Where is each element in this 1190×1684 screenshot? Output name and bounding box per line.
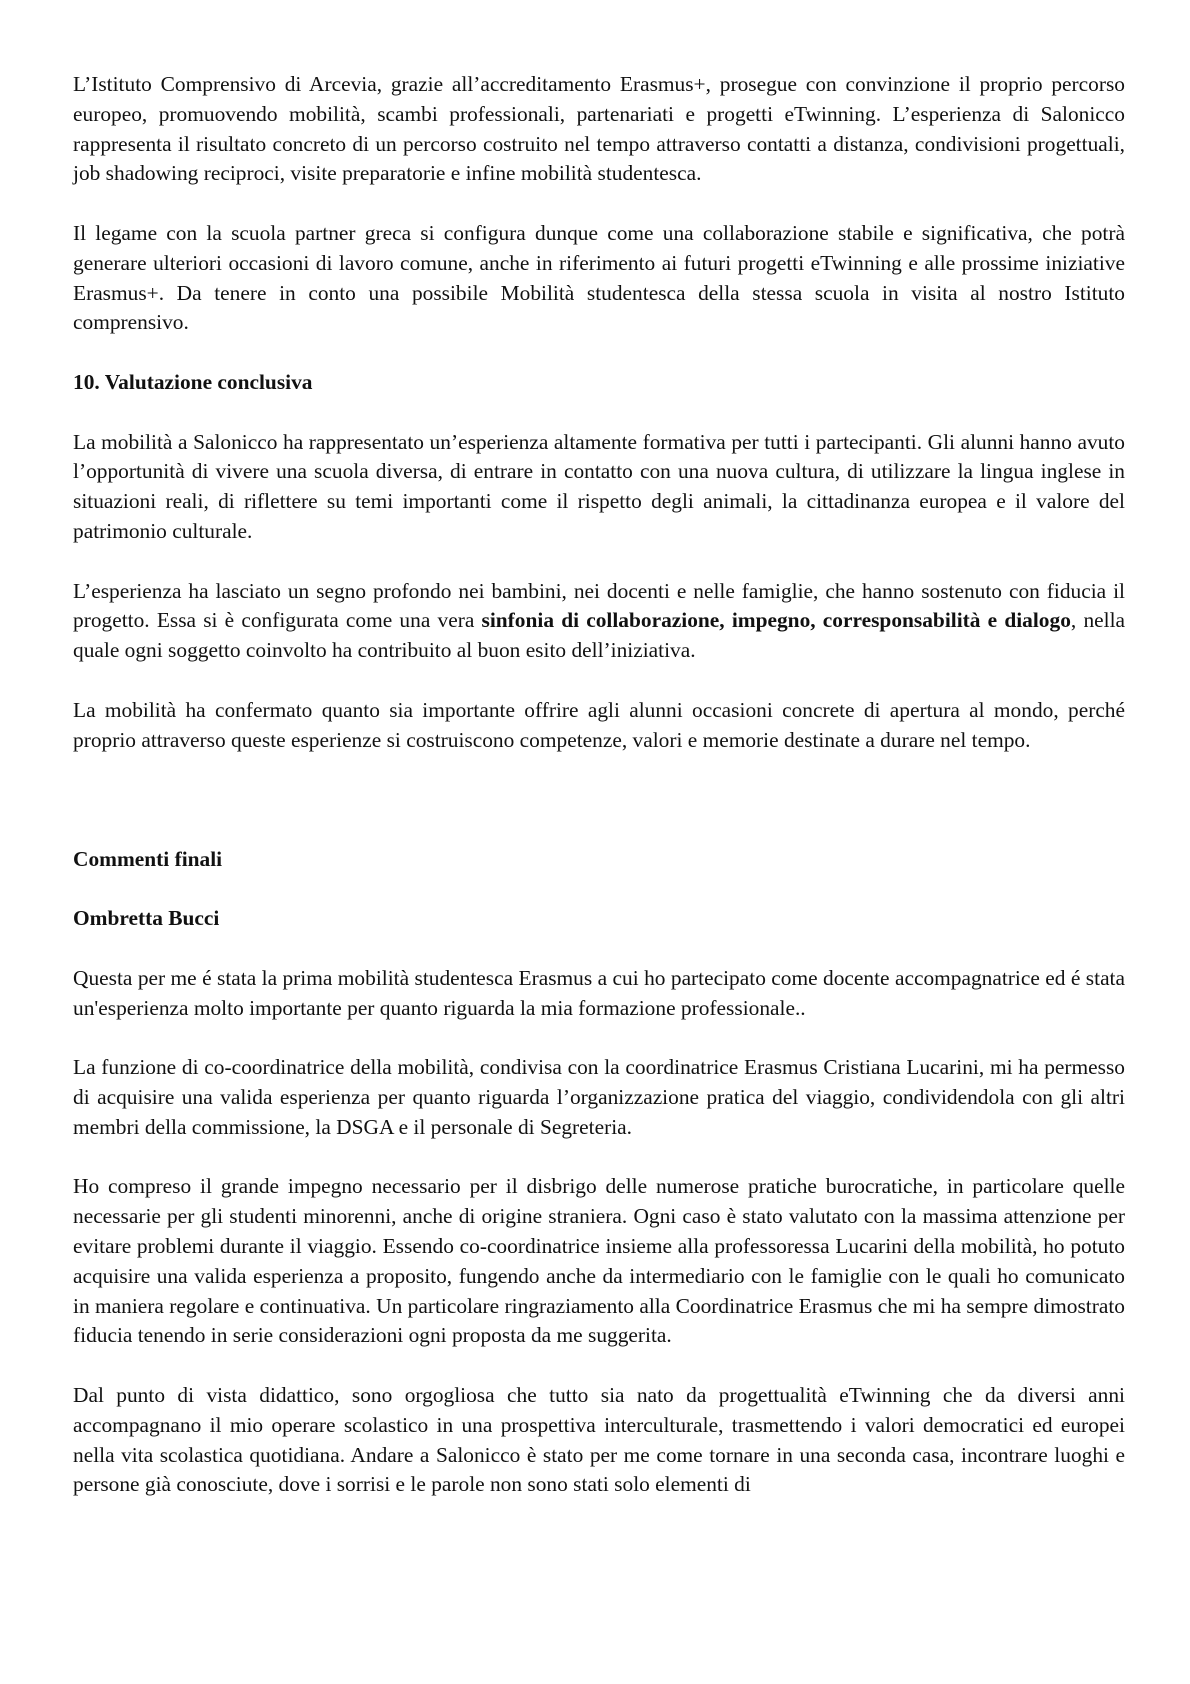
- section-heading-commenti: Commenti finali: [73, 846, 223, 871]
- valutazione-paragraph-2: [73, 577, 1125, 666]
- valutazione-paragraph-1: La mobilità a Salonicco ha rappresentato un’esperienza altamente formativa per tutti i partecipanti. Gli alunni hanno avuto l’opportunità di vivere una scuola diversa, di entrare in contatto con una nuova cultura, di utilizzare la lingua inglese in situazioni reali, di riflettere su temi importanti come il rispetto degli animali, la cittadinanza europea e il valore del patrimonio culturale.: [73, 429, 1125, 543]
- valutazione-paragraph-3: La mobilità ha confermato quanto sia importante offrire agli alunni occasioni concrete di apertura al mondo, perché proprio attraverso queste esperienze si costruiscono competenze, valori e memorie destinate a durare nel tempo.: [73, 697, 1125, 752]
- intro-paragraph-2: Il legame con la scuola partner greca si configura dunque come una collaborazione stabile e significativa, che potrà generare ulteriori occasioni di lavoro comune, anche in riferimento ai futuri progetti eTwinning e alle prossime iniziative Erasmus+. Da tenere in conto una possibile Mobilità studentesca della stessa scuola in visita al nostro Istituto comprensivo.: [73, 220, 1125, 335]
- comment-paragraph-4: Dal punto di vista didattico, sono orgogliosa che tutto sia nato da progettualità eTwinning che da diversi anni accompagnano il mio operare scolastico in una prospettiva interculturale, trasmettendo i valori democratici ed europei nella vita scolastica quotidiana. Andare a Salonicco è stato per me come tornare in una seconda casa, incontrare luoghi e persone già conosciute, dove i sorrisi e le parole non sono stati solo elementi di: [73, 1383, 1125, 1497]
- comment-paragraph-1: Questa per me é stata la prima mobilità studentesca Erasmus a cui ho partecipato come docente accompagnatrice ed é stata un'esperienza molto importante per quanto riguarda la mia formazione professionale..: [73, 965, 1125, 1020]
- valutazione-p2-text-after: , nella quale ogni soggetto coinvolto ha contribuito al buon esito dell’iniziativa.: [73, 608, 1126, 663]
- comment-paragraph-2: La funzione di co-coordinatrice della mobilità, condivisa con la coordinatrice Erasmus Cristiana Lucarini, mi ha permesso di acquisire una valida esperienza per quanto riguarda l’organizzazione pratica del viaggio, condividendola con gli altri membri della commissione, la DSGA e il personale di Segreteria.: [73, 1055, 1125, 1139]
- document-page: [73, 70, 1125, 1500]
- valutazione-p2-text-before: L’esperienza ha lasciato un segno profondo nei bambini, nei docenti e nelle famiglie, che hanno sostenuto con fiducia il progetto. Essa si è configurata come una vera: [73, 578, 1125, 633]
- valutazione-p2-bold-phrase: sinfonia di collaborazione, impegno, corresponsabilità e dialogo: [481, 608, 1071, 633]
- section-heading-valutazione: 10. Valutazione conclusiva: [73, 369, 313, 394]
- intro-paragraph-1: L’Istituto Comprensivo di Arcevia, grazie all’accreditamento Erasmus+, prosegue con convinzione il proprio percorso europeo, promuovendo mobilità, scambi professionali, partenariati e progetti eTwinning. L’esperienza di Salonicco rappresenta il risultato concreto di un percorso costruito nel tempo attraverso contatti a distanza, condivisioni progettuali, job shadowing reciproci, visite preparatorie e infine mobilità studentesca.: [73, 72, 1125, 186]
- comment-author-name: Ombretta Bucci: [73, 906, 220, 931]
- comment-paragraph-3: Ho compreso il grande impegno necessario per il disbrigo delle numerose pratiche burocratiche, in particolare quelle necessarie per gli studenti minorenni, anche di origine straniera. Ogni caso è stato valutato con la massima attenzione per evitare problemi durante il viaggio. Essendo co-coordinatrice insieme alla professoressa Lucarini della mobilità, ho potuto acquisire una valida esperienza a proposito, fungendo anche da intermediario con le famiglie con le quali ho comunicato in maniera regolare e continuativa. Un particolare ringraziamento alla Coordinatrice Erasmus che mi ha sempre dimostrato fiducia tenendo in serie considerazioni ogni proposta da me suggerita.: [73, 1174, 1125, 1348]
